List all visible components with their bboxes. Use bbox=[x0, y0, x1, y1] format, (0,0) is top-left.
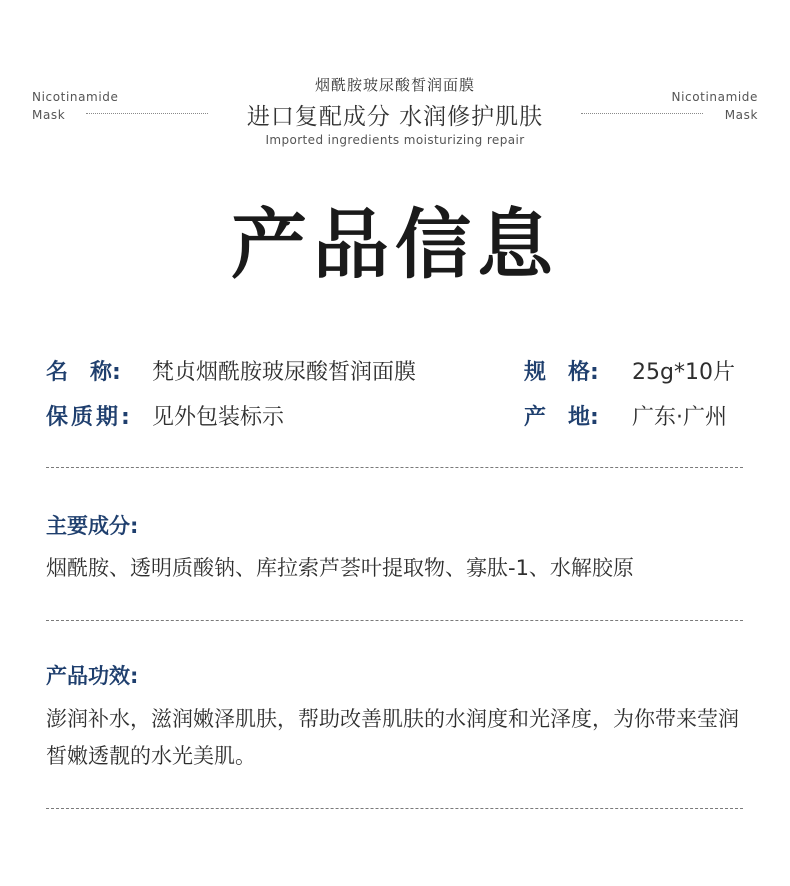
efficacy-body: 澎润补水，滋润嫩泽肌肤，帮助改善肌肤的水润度和光泽度，为你带来莹润皙嫩透靓的水光美肌。 bbox=[46, 707, 739, 768]
divider-1 bbox=[46, 467, 743, 468]
header-tagline-en: Imported ingredients moisturizing repair bbox=[265, 133, 525, 147]
header-left-label-line1: Nicotinamide bbox=[32, 90, 119, 104]
name-value: 梵贞烟酰胺玻尿酸皙润面膜 bbox=[152, 360, 417, 385]
shelf-life-value: 见外包装标示 bbox=[152, 405, 285, 430]
header-product-line: 烟酰胺玻尿酸皙润面膜 bbox=[314, 76, 475, 94]
spec-value: 25g*10片 bbox=[632, 360, 735, 385]
page-title: 产品信息 bbox=[231, 200, 559, 289]
ingredients-title: 主要成分: bbox=[46, 514, 139, 538]
origin-label: 产 地: bbox=[524, 405, 599, 430]
header-tagline: 进口复配成分 水润修护肌肤 bbox=[246, 104, 544, 130]
header-left-label-line2: Mask bbox=[32, 108, 66, 122]
name-label: 名 称: bbox=[46, 360, 121, 385]
divider-2 bbox=[46, 620, 743, 621]
header-right-label-line1: Nicotinamide bbox=[671, 90, 758, 104]
spec-label: 规 格: bbox=[524, 360, 599, 385]
header-right-label-line2: Mask bbox=[724, 108, 758, 122]
ingredients-body: 烟酰胺、透明质酸钠、库拉索芦荟叶提取物、寡肽-1、水解胶原 bbox=[46, 556, 634, 580]
shelf-life-label: 保质期: bbox=[46, 405, 133, 430]
origin-value: 广东·广州 bbox=[632, 405, 727, 430]
divider-3 bbox=[46, 808, 743, 809]
efficacy-title: 产品功效: bbox=[46, 664, 139, 688]
